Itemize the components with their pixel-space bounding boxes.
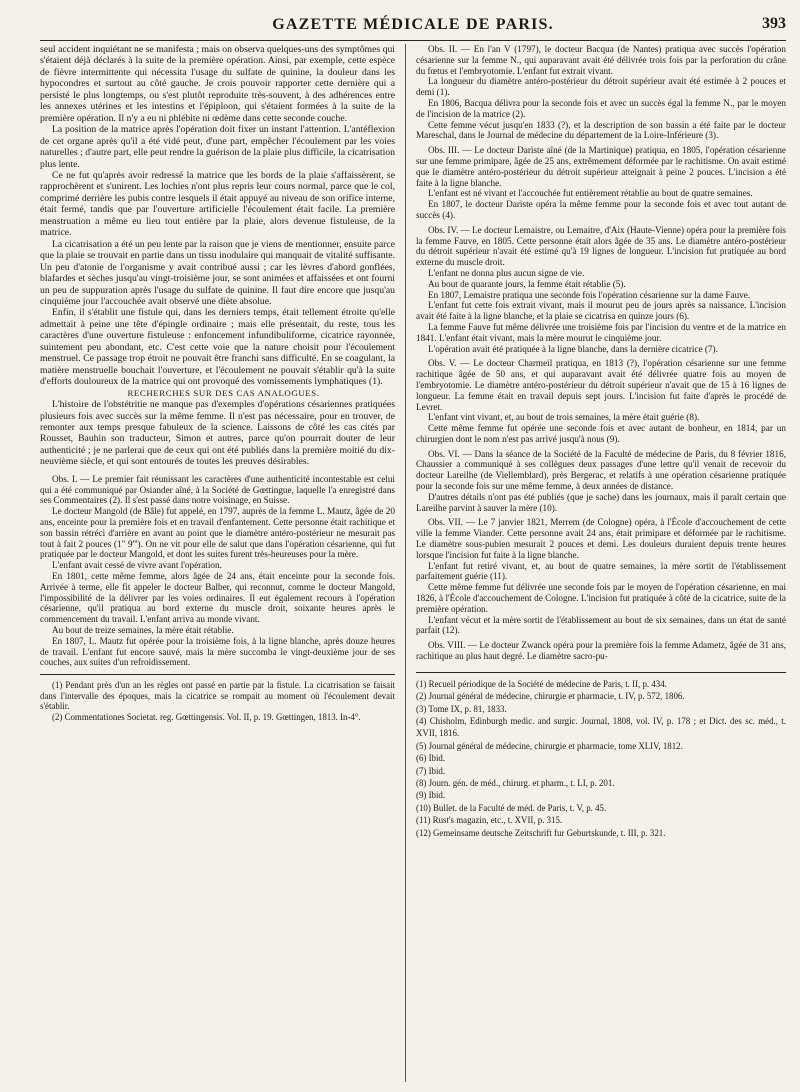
- reference: (11) Rust's magazin, etc., t. XVII, p. 315.: [416, 815, 563, 826]
- journal-title: GAZETTE MÉDICALE DE PARIS.: [272, 16, 554, 33]
- paragraph: Cette femme vécut jusqu'en 1833 (?), et la description de son bassin a été faite par le docteur Mareschal, dans le Journal de médecine du département de la Loire-Inférieure (3).: [416, 119, 786, 141]
- paragraph: Obs. IV. — Le docteur Lemaistre, ou Lemaitre, d'Aix (Haute-Vienne) opéra pour la première fois la femme Fauve, en 1805. Cette personne était alors âgée de 35 ans. Le diamètre antéro-postérieur du détroit supérieur n'avait été estimé qu'à 19 lignes de longueur. L'incision fut pratiquée au bord externe du muscle droit.: [416, 224, 786, 268]
- paragraph: L'enfant ne donna plus aucun signe de vie.: [428, 267, 585, 278]
- reference: (5) Journal général de médecine, chirurgie et pharmacie, tome XLIV, 1812.: [416, 740, 683, 751]
- reference: (12) Gemeinsame deutsche Zeitschrift fur Geburtskunde, t. III, p. 321.: [416, 827, 666, 838]
- observation-paragraph: Au bout de treize semaines, la mère était rétablie.: [52, 624, 234, 635]
- footnote: (2) Commentationes Societat. reg. Gœttingensis. Vol. II, p. 19. Gœttingen, 1813. In-4°.: [52, 711, 361, 722]
- page-header: [40, 14, 786, 41]
- paragraph: En 1807, le docteur Dariste opéra la même femme pour la seconde fois et avec tout autant de succès (4).: [416, 199, 786, 220]
- paragraph: Obs. VI. — Dans la séance de la Société de la Faculté de médecine de Paris, du 8 février 1816, Chaussier a communiqué à ses collègues deux passages d'une lettre qu'il venait de recevoir du docteur Lareilhe (de Viellemblard), près Bergerac, et relatifs à une opération césarienne pratiquée pour la seconde fois sur une même femme, à deux années de distance.: [416, 448, 786, 492]
- paragraph: L'enfant vint vivant, et, au bout de trois semaines, la mère était guérie (8).: [428, 412, 700, 423]
- paragraph: Enfin, il s'établit une fistule qui, dans les derniers temps, était tellement étroite qu'elle admettait à peine une tête d'épingle ordinaire ; mais elle présentait, du reste, tous les caractères d'une ouverture fistuleuse : enfoncement infundibuliforme, cicatrice rayonnée, suintement peu abondant, etc. C'est cette voie que la nature choisit pour l'écoulement menstruel. Ce passage trop étroit ne pouvait être franchi sans difficulté. En se coagulant, la matière menstruelle bouchait l'ouverture, et l'écoulement ne pouvait s'établir qu'à la suite d'efforts douloureux de la matrice qui ont provoqué des vomissements lymphatiques (1).: [40, 307, 395, 388]
- paragraph: La position de la matrice après l'opération doit fixer un instant l'attention. L'antéflexion de cet organe après qu'il a été vidé peut, d'une part, empêcher l'écoulement par les voies naturelles ; d'autre part, elle peut rendre la guérison de la plaie plus difficile, la cicatrisation plus lente.: [40, 124, 395, 170]
- paragraph: Cette même femme fut opérée une seconde fois et avec autant de bonheur, en 1814, par un chirurgien dont le nom n'est pas arrivé jusqu'à nous (9).: [416, 423, 786, 444]
- observation-block: [40, 474, 395, 668]
- paragraph: En 1807, Lemaistre pratiqua une seconde fois l'opération césarienne sur la dame Fauve.: [428, 289, 751, 300]
- footnotes: [40, 680, 395, 722]
- page-number: 393: [762, 15, 786, 32]
- observation-paragraph: Obs. I. — Le premier fait réunissant les caractères d'une authenticité incontestable est celui qui a été communiqué par Osiander aîné, à la Société de Gœttingue, laquelle l'a enregistré dans ses Commentaires (2). Il s'est passé dans notre voisinage, en Suisse.: [40, 473, 395, 506]
- paragraph: D'autres détails n'ont pas été publiés (que je sache) dans les journaux, mais il paraît certain que Lareilhe parvint à sauver la mère (10).: [416, 491, 786, 513]
- column-divider: [405, 44, 406, 1082]
- paragraph: Obs. III. — Le docteur Dariste aîné (de la Martinique) pratiqua, en 1805, l'opération césarienne sur une femme primipare, âgée de 25 ans, extrêmement déformée par le rachitisme. On avait estimé que le diamètre antéro-postérieur du détroit supérieur atteignait à peine 2 pouces. L'incision a été faite à la ligne blanche.: [416, 145, 786, 188]
- reference: (6) Ibid.: [416, 753, 446, 764]
- paragraph: L'enfant fut cette fois extrait vivant, mais il mourut peu de jours après sa naissance. L'incision avait été faite à la ligne blanche, et la plaie se cicatrisa en quinze jours (6).: [416, 300, 786, 322]
- paragraph: Obs. VII. — Le 7 janvier 1821, Merrem (de Cologne) opéra, à l'École d'accouchement de cette ville la femme Viander. Cette personne avait 24 ans, était primipare et déformée par le rachitisme. Le diamètre sous-pubien mesurait 2 pouces et demi. Les douleurs duraient depuis trente heures lorsque l'incision fut faite à la ligne blanche.: [416, 517, 786, 560]
- references-list: [416, 678, 786, 839]
- reference: (10) Bullet. de la Faculté de méd. de Paris, t. V, p. 45.: [416, 802, 607, 813]
- reference: (3) Tome IX, p. 81, 1833.: [416, 703, 507, 714]
- left-column: [40, 44, 395, 1084]
- footnote: (1) Pendant près d'un an les règles ont passé en partie par la fistule. La cicatrisation se faisait dans l'intervalle des époques, mais la cicatrice se rompait au moment où l'écoulement devait s'établir.: [40, 680, 395, 712]
- paragraph: La longueur du diamètre antéro-postérieur du détroit supérieur avait été estimée à 2 pouces et demi (1).: [416, 76, 786, 98]
- paragraph: Au bout de quarante jours, la femme était rétablie (5).: [428, 278, 626, 289]
- paragraph: L'enfant vécut et la mère sortit de l'établissement au bout de six semaines, dans un état de santé parfait (12).: [416, 614, 786, 636]
- paragraph: Obs. II. — En l'an V (1797), le docteur Bacqua (de Nantes) pratiqua avec succès l'opération césarienne sur la femme N., qui auparavant avait été délivrée trois fois par la perforation du crâne du fœtus et l'embryotomie. L'enfant fut extrait vivant.: [416, 44, 786, 76]
- paragraph: L'enfant est né vivant et l'accouchée fut entièrement rétablie au bout de quatre semaines.: [428, 188, 753, 199]
- reference: (8) Journ. gén. de méd., chirurg. et pharm., t. LI, p. 201.: [416, 778, 615, 789]
- paragraph: L'opération avait été pratiquée à la ligne blanche, dans la dernière cicatrice (7).: [428, 343, 718, 354]
- right-column: [416, 44, 786, 1084]
- paragraph: seul accident inquiétant ne se manifesta ; mais on observa quelques-uns des symptômes qui s'étaient déjà déclarés à la suite de la première opération. Ainsi, par exemple, cette espèce de fièvre intermittente qui nécessita l'usage du sulfate de quinine, la douleur dans les hypocondres et surtout au côté gauche. Je crois pouvoir rapporter cette dernière qui a persisté le plus longtemps, ou s'est plutôt reproduite très-souvent, à des adhérences entre les annexes utérines et les intestins et l'épiploon, qui s'étaient formées à la suite de la première opération. Il n'y a eu ni phlébite ni œdème dans cette seconde couche.: [40, 44, 395, 124]
- footnote-rule: [40, 674, 395, 675]
- observation-paragraph: En 1807, L. Mautz fut opérée pour la troisième fois, à la ligne blanche, après douze heures de travail. L'enfant fut encore sauvé, mais la mère succomba le vingt-deuxième jour de ses couches, aux suites d'un refroidissement.: [40, 635, 395, 668]
- observation-paragraph: Le docteur Mangold (de Bâle) fut appelé, en 1797, auprès de la femme L. Mautz, âgée de 20 ans, enceinte pour la première fois et en travail d'enfantement. Cette personne était rachitique et son bassin rétréci d'arrière en avant au point que le diamètre antéro-postérieur ne mesurait pas tout à fait 2 pouces (1" 9'''). On ne vit pour elle de salut que dans l'opération césarienne, qui fut pratiquée par le docteur Mangold, et dont les suites furent très-heureuses pour la mère.: [40, 506, 395, 560]
- reference: (1) Recueil périodique de la Société de médecine de Paris, t. II, p. 434.: [416, 678, 667, 689]
- paragraph: L'enfant fut retiré vivant, et, au bout de quatre semaines, la mère sortit de l'établissement parfaitement guérie (11).: [416, 560, 786, 582]
- reference: (9) Ibid.: [416, 790, 446, 801]
- references-rule: [416, 672, 786, 673]
- reference: (7) Ibid.: [416, 765, 446, 776]
- paragraph: Obs. V. — Le docteur Charmeil pratiqua, en 1813 (?), l'opération césarienne sur une femme rachitique âgée de 50 ans, et qui auparavant avait été délivrée quatre fois au moyen de l'embryotomie. Le diamètre antéro-postérieur du détroit supérieur n'avait que de 15 à 16 lignes de longueur. La femme était en travail depuis sept jours. L'incision fut faite d'après le procédé de Levret.: [416, 358, 786, 412]
- observation-paragraph: En 1801, cette même femme, alors âgée de 24 ans, était enceinte pour la seconde fois. Arrivée à terme, elle fit appeler le docteur Balber, qui reconnut, comme le docteur Mangold, l'impossibilité de la délivrer par les voies ordinaires. Il eut également recours à l'opération césarienne, qu'il pratiqua au bord externe du muscle droit, soixante heures après le commencement du travail. L'enfant arriva au monde vivant.: [40, 570, 395, 625]
- reference: (2) Journal général de médecine, chirurgie et pharmacie, t. IV, p. 572, 1806.: [416, 691, 685, 702]
- paragraph: En 1806, Bacqua délivra pour la seconde fois et avec un succès égal la femme N., par le moyen de l'incision de la matrice (2).: [416, 97, 786, 119]
- paragraph: La cicatrisation a été un peu lente par la raison que je viens de mentionner, ensuite parce que la plaie se trouvait en partie dans un tissu inodulaire qui manquait de vitalité suffisante. Un peu d'atonie de l'organisme y avait contribué aussi ; car les lèvres d'abord gonflées, blafardes et sèches jusqu'au vingt-troisième jour, se sont animées et affaissées et ont fourni un peu de suppuration après l'usage du sulfate de quinine. Il faut dire encore que jusqu'au cinquième jour l'accouchée avait observé une diète absolue.: [40, 238, 395, 307]
- paragraph: La femme Fauve fut même délivrée une troisième fois par l'incision du ventre et de la matrice en 1841. L'enfant était vivant, mais la mère mourut le cinquième jour.: [416, 321, 786, 343]
- paragraph: L'histoire de l'obstétritie ne manque pas d'exemples d'opérations césariennes pratiquées plusieurs fois avec succès sur la même femme. Il n'est pas nécessaire, pour en trouver, de remonter aux temps presque fabuleux de la science. Laissons de côté les cas cités par Rousset, Bauhin son traducteur, Simon et autres, parce qu'on pourrait douter de leur authenticité ; je ne parlerai que de ceux qui ont été publiés dans la première moitié du dix-neuvième siècle, et qui sont entourés de toutes les preuves désirables.: [40, 399, 395, 468]
- reference: (4) Chisholm, Edinburgh medic. and surgic. Journal, 1808, vol. IV, p. 178 ; et Dict. des sc. méd., t. XVII, 1816.: [416, 716, 786, 739]
- paragraph: Obs. VIII. — Le docteur Zwanck opéra pour la première fois la femme Adametz, âgée de 31 ans, rachitique au plus haut degré. Le diamètre sacro-pu-: [416, 640, 786, 662]
- paragraph: Ce ne fut qu'après avoir redressé la matrice que les bords de la plaie s'affaissèrent, se rapprochèrent et s'unirent. Les lochies n'ont plus repris leur cours normal, parce que le col, comprimé derrière les pubis contre lesquels il était appuyé au niveau de son orifice interne, était fermé, tandis que par l'ouverture artificielle l'écoulement était facile. La première menstruation a même eu lieu tout entière par la plaie, alors devenue fistuleuse, de la matrice.: [40, 169, 395, 239]
- observation-paragraph: L'enfant avait cessé de vivre avant l'opération.: [52, 560, 222, 571]
- section-title: RECHERCHES SUR DES CAS ANALOGUES.: [127, 387, 320, 398]
- paragraph: Cette même femme fut délivrée une seconde fois par le moyen de l'opération césarienne, en mai 1826, à l'École d'accouchement de Cologne. L'incision fut pratiquée à côté de la cicatrice, suite de la première opération.: [416, 582, 786, 614]
